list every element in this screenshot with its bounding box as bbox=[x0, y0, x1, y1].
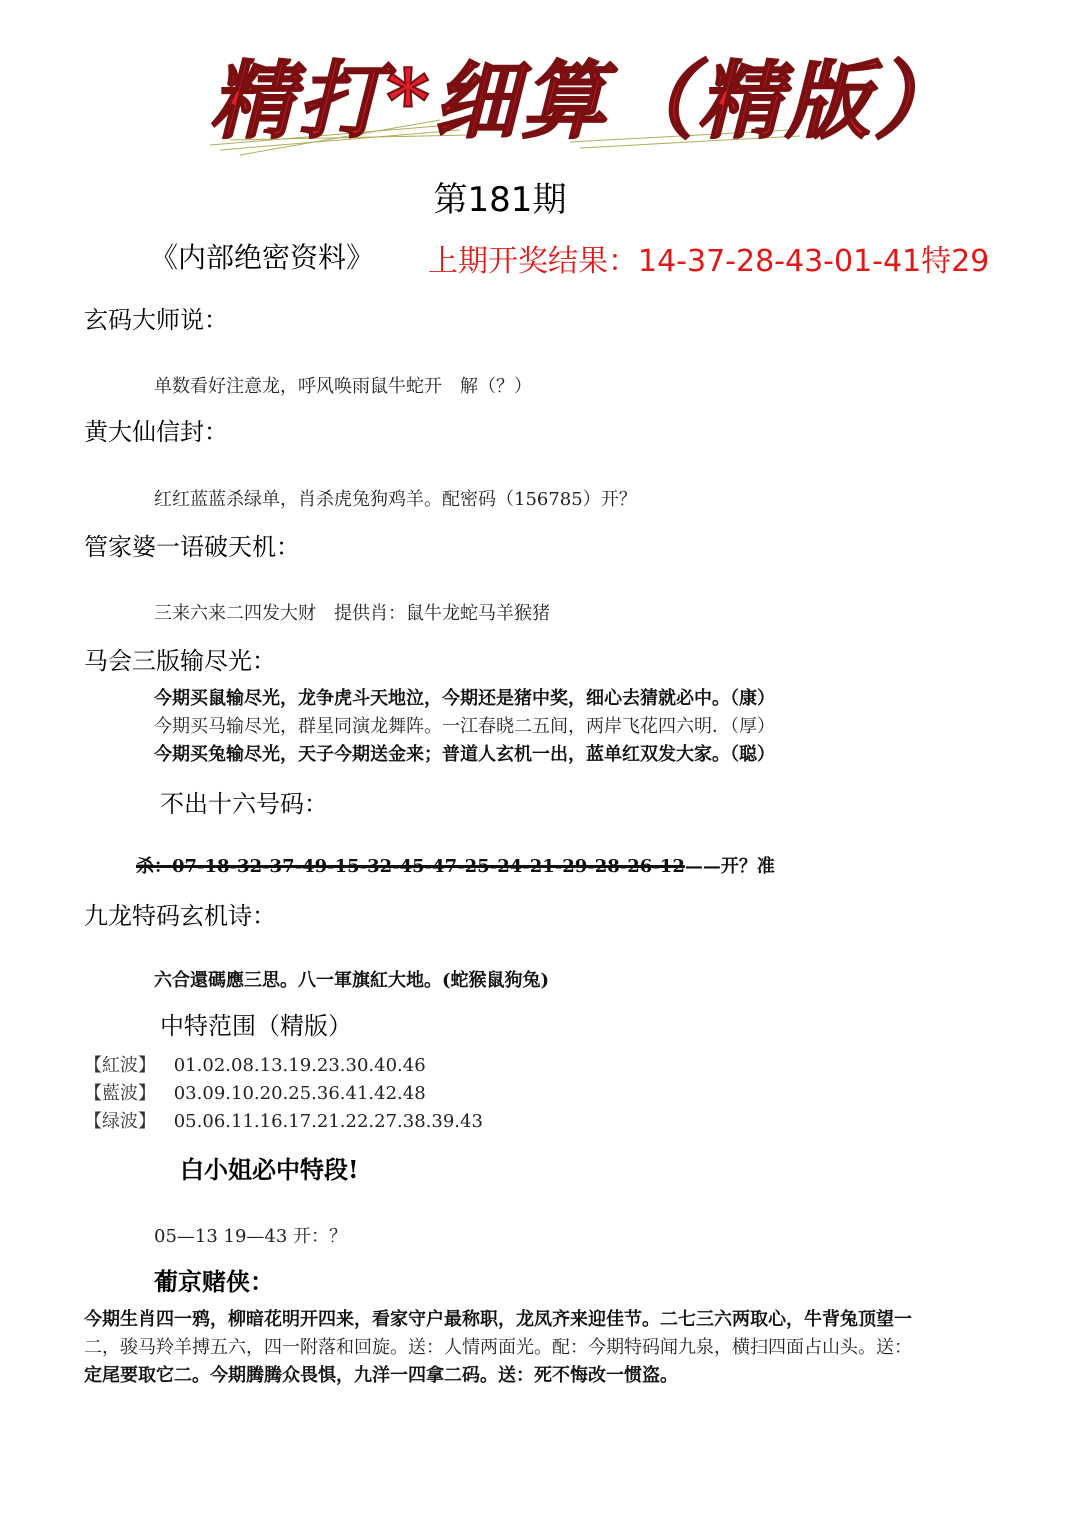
paragraph-line: 二，骏马羚羊搏五六，四一附落和回旋。送：人情两面光。配：今期特码闻九泉，横扫四面占山头。送： bbox=[84, 1337, 912, 1358]
wave-numbers: 05.06.11.16.17.21.22.27.38.39.43 bbox=[173, 1111, 483, 1132]
kill-suffix: ——开？准 bbox=[684, 856, 775, 877]
wave-label: 【紅波】 bbox=[84, 1055, 156, 1076]
section-line: 05—13 19—43 开：？ bbox=[154, 1226, 348, 1247]
poem-line: 今期买鼠输尽光，龙争虎斗天地泣，今期还是猪中奖，细心去猜就必中。（康） bbox=[154, 688, 775, 709]
section-line: 三来六来二四发大财 提供肖：鼠牛龙蛇马羊猴猪 bbox=[154, 603, 550, 624]
paragraph-line: 今期生肖四一鸦，柳暗花明开四来，看家守户最称职，龙凤齐来迎佳节。二七三六两取心，牛背兔顶望一 bbox=[84, 1309, 912, 1330]
wave-row-blue bbox=[84, 1079, 426, 1105]
section-line: 六合還碼應三思。八一軍旗紅大地。(蛇猴鼠狗兔) bbox=[154, 970, 550, 991]
paragraph-line: 定尾要取它二。今期腾腾众畏惧，九洋一四拿二码。送：死不悔改一惯盗。 bbox=[84, 1365, 678, 1386]
wave-numbers: 03.09.10.20.25.36.41.42.48 bbox=[173, 1083, 426, 1104]
title-text: 精打*细算（精版） bbox=[210, 51, 962, 150]
issue-number: 第181期 bbox=[433, 180, 567, 220]
section-heading: 不出十六号码： bbox=[160, 790, 328, 818]
last-result: 上期开奖结果：14-37-28-43-01-41特29 bbox=[428, 244, 990, 279]
section-line: 单数看好注意龙，呼风唤雨鼠牛蛇开 解（？） bbox=[154, 376, 532, 397]
section-heading: 白小姐必中特段! bbox=[180, 1155, 359, 1184]
poem-line: 今期买兔输尽光，天子今期送金来；普道人玄机一出，蓝单红双发大家。（聪） bbox=[154, 744, 775, 765]
wave-label: 【藍波】 bbox=[84, 1083, 156, 1104]
title-banner bbox=[190, 30, 962, 160]
subtitle: 《内部绝密资料》 bbox=[150, 241, 375, 274]
wave-label: 【绿波】 bbox=[84, 1111, 156, 1132]
wave-numbers: 01.02.08.13.19.23.30.40.46 bbox=[173, 1055, 426, 1076]
kill-numbers: 杀：07-18-32-37-49-15-32-45-47-25-24-21-29-28-26-12 bbox=[136, 856, 685, 877]
wave-row-green bbox=[84, 1107, 483, 1133]
poem-line: 今期买马输尽光，群星同演龙舞阵。一江春晓二五间，两岸飞花四六明．（厚） bbox=[154, 716, 775, 737]
section-heading: 葡京赌侠： bbox=[154, 1267, 274, 1296]
section-line: 红红蓝蓝杀绿单，肖杀虎兔狗鸡羊。配密码（156785）开？ bbox=[154, 489, 637, 510]
section-heading: 黄大仙信封： bbox=[84, 418, 228, 446]
wave-row-red bbox=[84, 1051, 426, 1077]
section-heading: 玄码大师说： bbox=[84, 306, 228, 334]
section-heading: 管家婆一语破天机： bbox=[84, 533, 300, 561]
section-heading: 马会三版输尽光： bbox=[84, 647, 276, 675]
kill-numbers-row bbox=[136, 852, 775, 878]
section-heading: 九龙特码玄机诗： bbox=[84, 902, 276, 930]
section-heading: 中特范围（精版） bbox=[160, 1012, 352, 1040]
